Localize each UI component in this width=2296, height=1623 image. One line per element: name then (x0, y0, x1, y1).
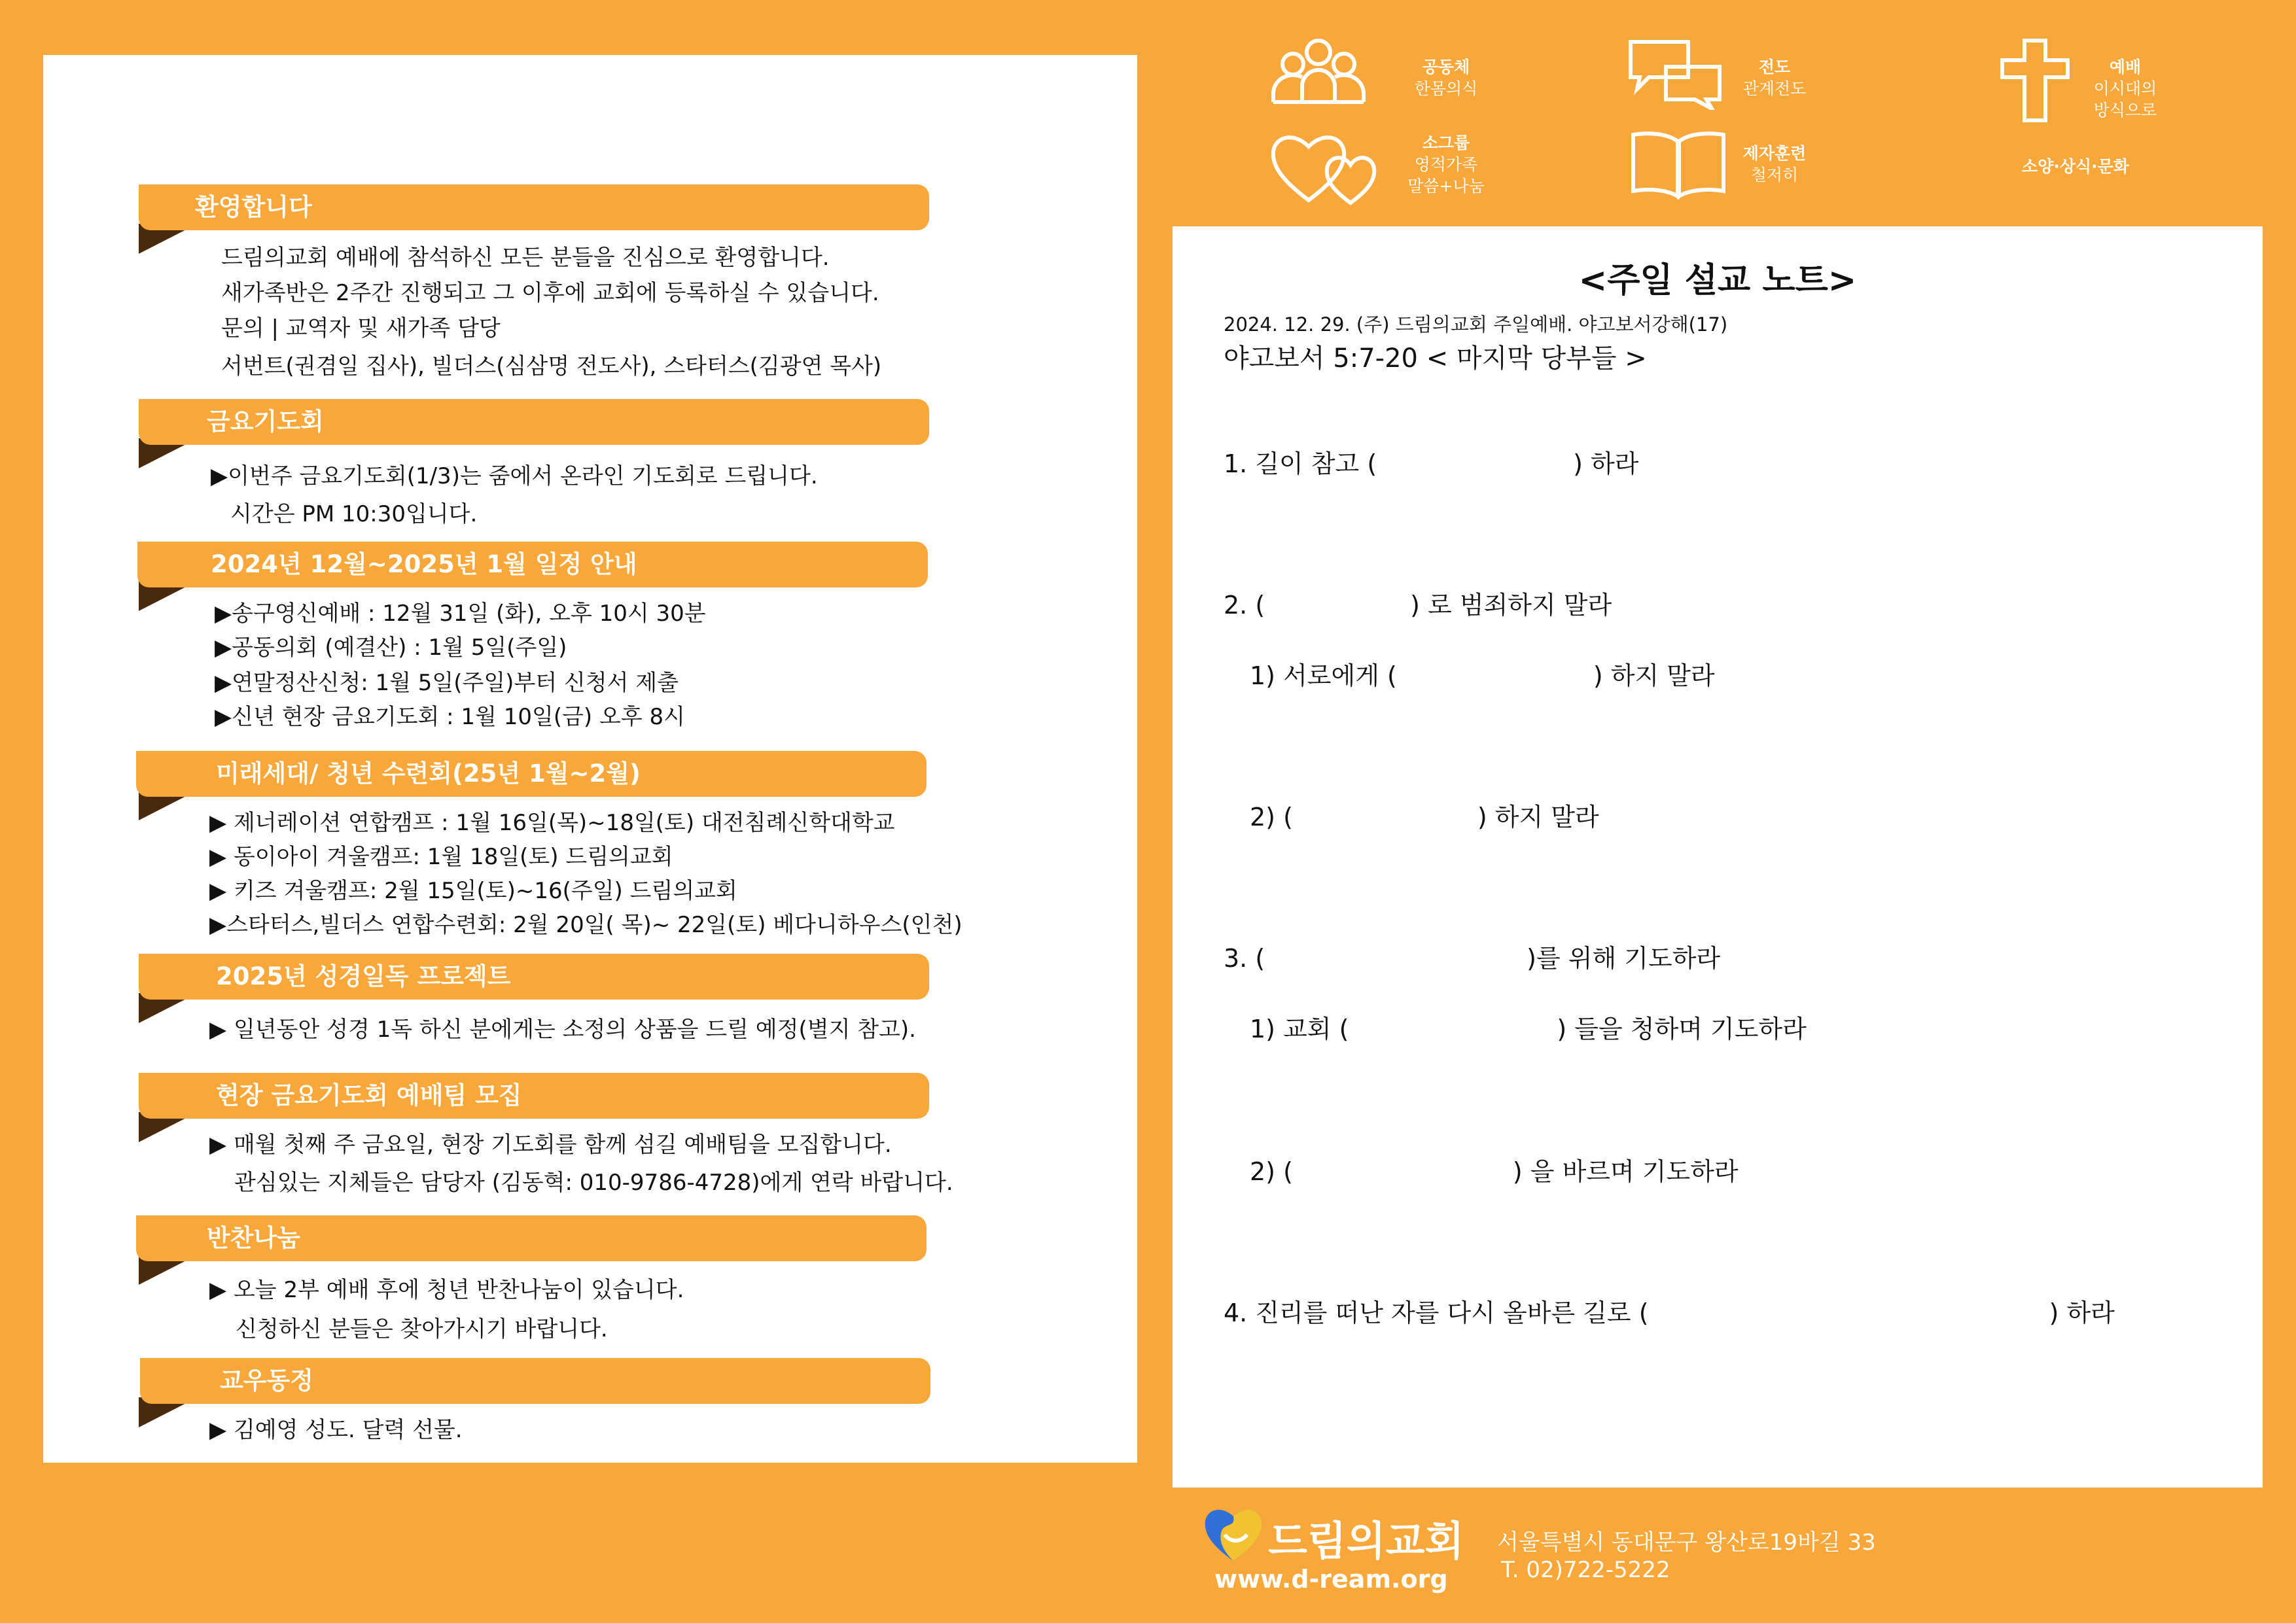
section-line: ▶ 매월 첫째 주 금요일, 현장 기도회를 함께 섬길 예배팀을 모집합니다. (209, 1132, 892, 1158)
section-line: 관심있는 지체들은 담당자 (김동혁: 010-9786-4728)에게 연락 바랍니다. (234, 1170, 953, 1196)
value-label-worship (2060, 56, 2191, 121)
section-line: 서번트(권겸일 집사), 빌더스(심삼명 전도사), 스타터스(김광연 목사) (221, 353, 882, 379)
sermon-heading: 야고보서 5:7-20 < 마지막 당부들 > (1224, 343, 1647, 374)
hearts-icon (1269, 128, 1382, 209)
section-line: ▶ 키즈 겨울캠프: 2월 15일(토)~16(주일) 드림의교회 (209, 878, 737, 904)
church-address: 서울특별시 동대문구 왕산로19바길 33 (1497, 1529, 1876, 1556)
section-line: 새가족반은 2주간 진행되고 그 이후에 교회에 등록하실 수 있습니다. (221, 280, 879, 306)
section-line: ▶송구영신예배 : 12월 31일 (화), 오후 10시 30분 (215, 601, 706, 627)
section-line: 문의 | 교역자 및 새가족 담당 (221, 315, 501, 341)
value-label-smallgroup (1381, 132, 1511, 197)
church-phone: T. 02)722-5222 (1501, 1557, 1670, 1583)
value-title: 제자훈련 (1742, 144, 1807, 163)
value-line: 방식으로 (2093, 101, 2157, 120)
value-title: 전도 (1758, 58, 1791, 77)
section-title: 교우동정 (220, 1367, 313, 1395)
value-line: 이시대의 (2093, 79, 2157, 98)
section-title: 2024년 12월~2025년 1월 일정 안내 (211, 550, 637, 578)
note-item-3-1: 1) 교회 ( ) 들을 청하며 기도하라 (1250, 1015, 1807, 1043)
value-line: 철저히 (1750, 166, 1799, 184)
value-label-culture: 소양·상식·문화 (2022, 157, 2129, 176)
section-line: 신청하신 분들은 찾아가시기 바랍니다. (236, 1316, 608, 1342)
note-item-2-1: 1) 서로에게 ( ) 하지 말라 (1250, 661, 1715, 690)
note-item-3: 3. ( )를 위해 기도하라 (1224, 944, 1721, 973)
value-line: 한몸의식 (1414, 79, 1478, 98)
section-line: ▶ 동이아이 겨울캠프: 1월 18일(토) 드림의교회 (209, 844, 673, 870)
value-label-evangelism (1709, 56, 1840, 99)
section-line: 시간은 PM 10:30입니다. (230, 501, 478, 527)
church-website-link[interactable]: www.d-ream.org (1214, 1565, 1448, 1594)
note-item-3-2: 2) ( ) 을 바르며 기도하라 (1250, 1157, 1739, 1186)
note-item-2: 2. ( ) 로 범죄하지 말라 (1224, 591, 1612, 620)
value-title: 소그룹 (1422, 133, 1470, 152)
section-title: 2025년 성경일독 프로젝트 (216, 962, 511, 990)
section-line: ▶이번주 금요기도회(1/3)는 줌에서 온라인 기도회로 드립니다. (211, 463, 818, 489)
value-label-community (1381, 56, 1511, 99)
note-item-1: 1. 길이 참고 ( ) 하라 (1224, 449, 1639, 478)
section-line: 드림의교회 예배에 참석하신 모든 분들을 진심으로 환영합니다. (221, 245, 830, 271)
church-name: 드림의교회 (1268, 1517, 1464, 1565)
value-line: 영적가족 (1414, 155, 1478, 174)
sermon-date-line: 2024. 12. 29. (주) 드림의교회 주일예배. 야고보서강해(17) (1224, 313, 1728, 336)
section-line: ▶공동의회 (예결산) : 1월 5일(주일) (215, 635, 567, 661)
note-item-4: 4. 진리를 떠난 자를 다시 올바른 길로 ( ) 하라 (1224, 1299, 2115, 1327)
value-label-discipleship (1709, 143, 1840, 186)
community-icon (1269, 37, 1368, 109)
value-line: 관계전도 (1742, 79, 1807, 98)
section-line: ▶연말정산신청: 1월 5일(주일)부터 신청서 제출 (215, 670, 679, 696)
section-line: ▶ 김예영 성도. 달력 선물. (209, 1417, 463, 1443)
church-logo-icon (1201, 1503, 1265, 1566)
section-title: 미래세대/ 청년 수련회(25년 1월~2월) (216, 759, 641, 788)
value-line: 말씀+나눔 (1407, 177, 1485, 196)
value-title: 공동체 (1422, 58, 1470, 77)
section-title: 반찬나눔 (207, 1224, 300, 1252)
section-line: ▶신년 현장 금요기도회 : 1월 10일(금) 오후 8시 (215, 704, 685, 730)
section-title: 현장 금요기도회 예배팀 모집 (216, 1081, 522, 1109)
section-title: 금요기도회 (207, 408, 324, 436)
section-line: ▶스타터스,빌더스 연합수련회: 2월 20일( 목)~ 22일(토) 베다니하우스(인천) (209, 912, 963, 938)
value-title: 예배 (2109, 58, 2142, 77)
note-item-2-2: 2) ( ) 하지 말라 (1250, 803, 1599, 831)
announcements-panel (43, 55, 1137, 1463)
section-title: 환영합니다 (195, 193, 312, 221)
sermon-note-title: <주일 설교 노트> (1578, 261, 1857, 300)
sermon-note-panel (1173, 226, 2263, 1488)
section-line: ▶ 일년동안 성경 1독 하신 분에게는 소정의 상품을 드릴 예정(별지 참고). (209, 1017, 916, 1043)
section-line: ▶ 제너레이션 연합캠프 : 1월 16일(목)~18일(토) 대전침례신학대학교 (209, 810, 895, 836)
section-line: ▶ 오늘 2부 예배 후에 청년 반찬나눔이 있습니다. (209, 1277, 684, 1303)
